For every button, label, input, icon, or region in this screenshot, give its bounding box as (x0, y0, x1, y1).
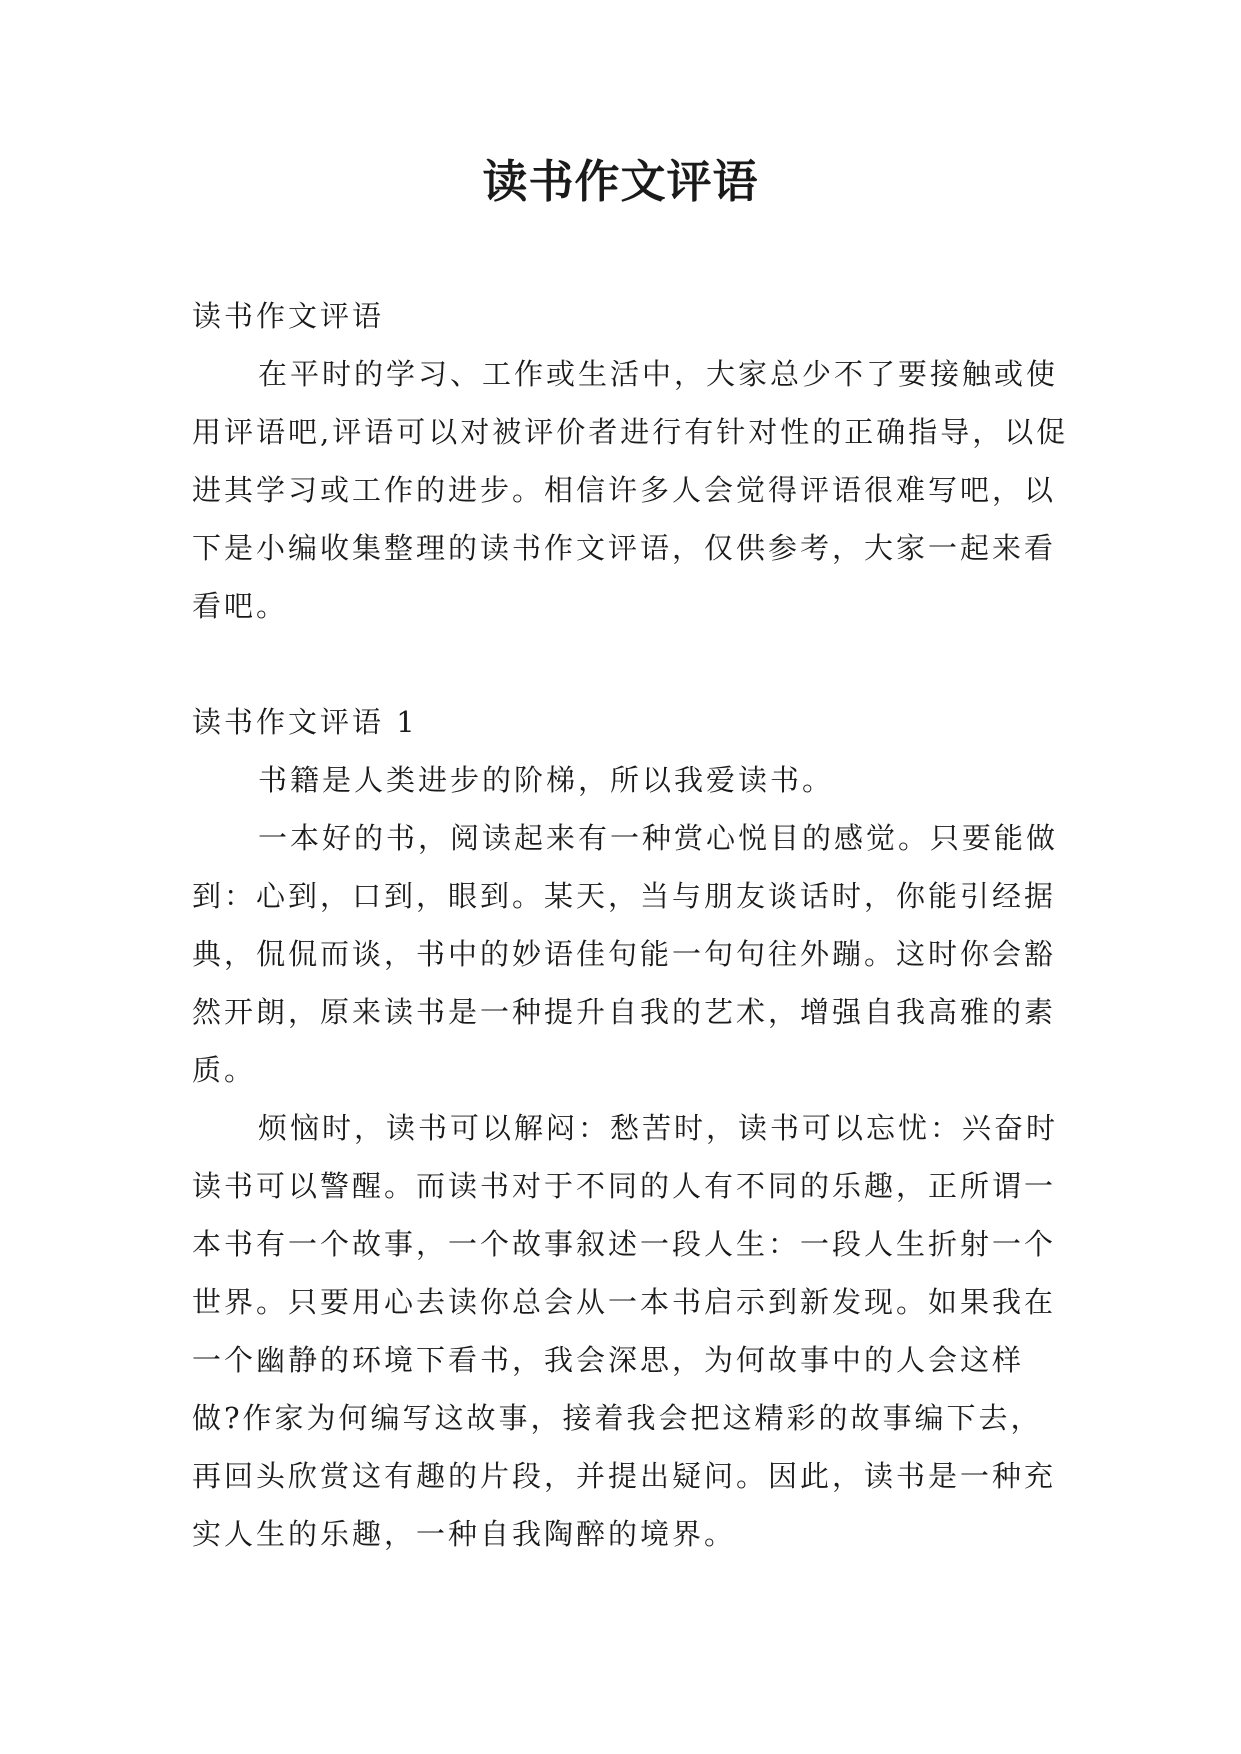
section-spacer (192, 635, 1072, 693)
document-subtitle: 读书作文评语 (192, 299, 385, 333)
intro-paragraph: 在平时的学习、工作或生活中，大家总少不了要接触或使用评语吧,评语可以对被评价者进行有针对性的正确指导，以促进其学习或工作的进步。相信许多人会觉得评语很难写吧，以下是小编收集整理的读书作文评语，仅供参考，大家一起来看看吧。 (192, 357, 1069, 623)
document-title: 读书作文评语 (482, 155, 759, 208)
body-paragraph-2: 一本好的书，阅读起来有一种赏心悦目的感觉。只要能做到：心到，口到，眼到。某天，当与朋友谈话时，你能引经据典，侃侃而谈，书中的妙语佳句能一句句往外蹦。这时你会豁然开朗，原来读书是一种提升自我的艺术，增强自我高雅的素质。 (192, 821, 1059, 1087)
document-body (192, 287, 1072, 1563)
section-heading: 读书作文评语 1 (192, 705, 418, 739)
body-paragraph-3: 烦恼时，读书可以解闷：愁苦时，读书可以忘忧：兴奋时读书可以警醒。而读书对于不同的人有不同的乐趣，正所谓一本书有一个故事，一个故事叙述一段人生：一段人生折射一个世界。只要用心去读你总会从一本书启示到新发现。如果我在一个幽静的环境下看书，我会深思，为何故事中的人会这样做?作家为何编写这故事，接着我会把这精彩的故事编下去，再回头欣赏这有趣的片段，并提出疑问。因此，读书是一种充实人生的乐趣，一种自我陶醉的境界。 (192, 1111, 1059, 1551)
body-paragraph-1: 书籍是人类进步的阶梯，所以我爱读书。 (258, 763, 835, 797)
